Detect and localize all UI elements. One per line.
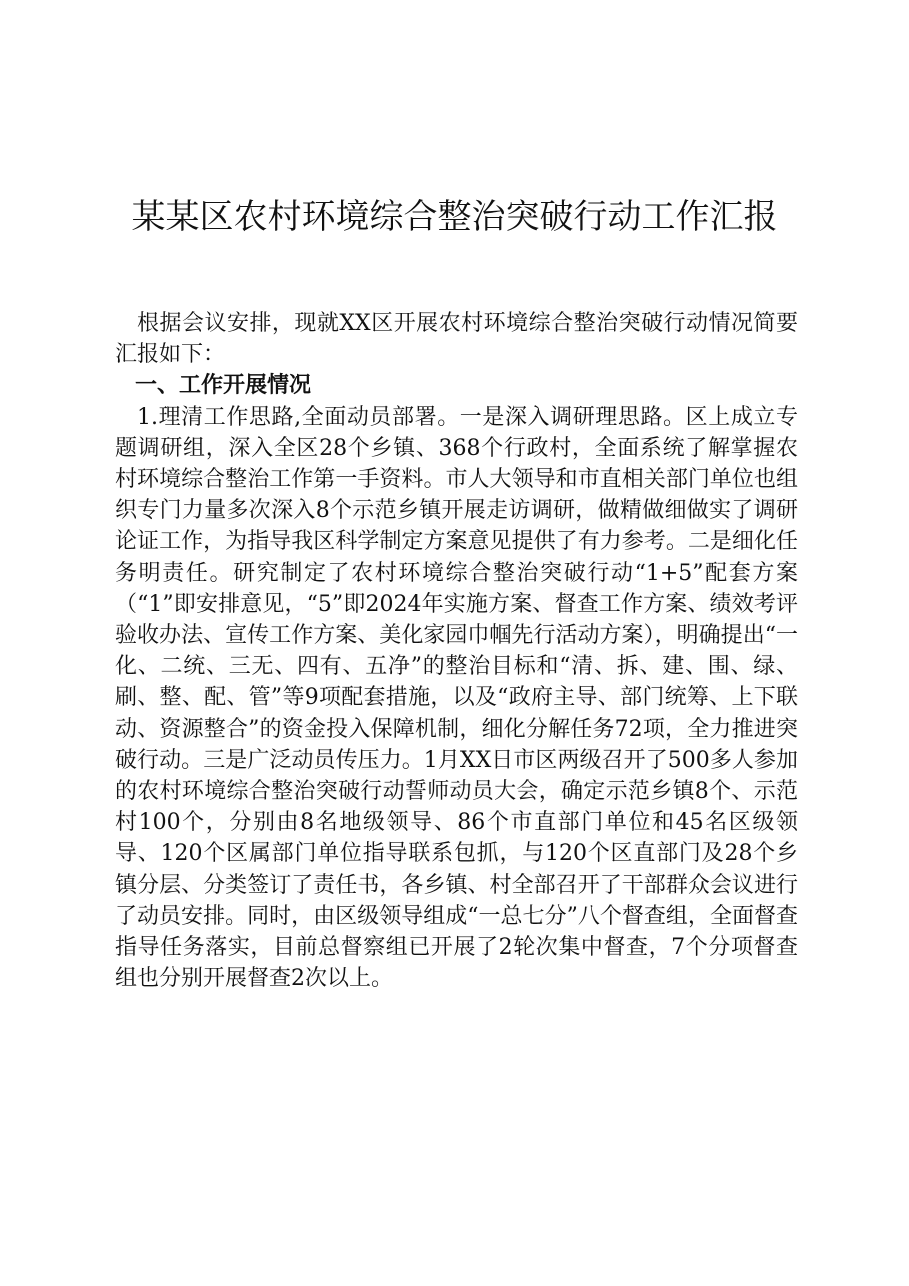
- document-body: [115, 308, 798, 994]
- intro-paragraph: 根据会议安排，现就XX区开展农村环境综合整治突破行动情况简要汇报如下：: [115, 311, 798, 368]
- body-paragraph: 1.理清工作思路,全面动员部署。一是深入调研理思路。区上成立专题调研组，深入全区28个乡镇、368个行政村，全面系统了解掌握农村环境综合整治工作第一手资料。市人大领导和市直相关部门单位也组织专门力量多次深入8个示范乡镇开展走访调研，做精做细做实了调研论证工作，为指导我区科学制定方案意见提供了有力参考。二是细化任务明责任。研究制定了农村环境综合整治突破行动“1+5”配套方案（“1”即安排意见，“5”即2024年实施方案、督查工作方案、绩效考评验收办法、宣传工作方案、美化家园巾帼先行活动方案），明确提出“一化、二统、三无、四有、五净”的整治目标和“清、拆、建、围、绿、刷、整、配、管”等9项配套措施，以及“政府主导、部门统筹、上下联动、资源整合”的资金投入保障机制，细化分解任务72项，全力推进突破行动。三是广泛动员传压力。1月XX日市区两级召开了500多人参加的农村环境综合整治突破行动誓师动员大会，确定示范乡镇8个、示范村100个，分别由8名地级领导、86个市直部门单位和45名区级领导、120个区属部门单位指导联系包抓，与120个区直部门及28个乡镇分层、分类签订了责任书，各乡镇、村全部召开了干部群众会议进行了动员安排。同时，由区级领导组成“一总七分”八个督查组，全面督查指导任务落实，目前总督察组已开展了2轮次集中督查，7个分项督查组也分别开展督查2次以上。: [115, 404, 798, 992]
- document-title: 某某区农村环境综合整治突破行动工作汇报: [131, 197, 778, 237]
- section-heading: 一、工作开展情况: [135, 373, 312, 399]
